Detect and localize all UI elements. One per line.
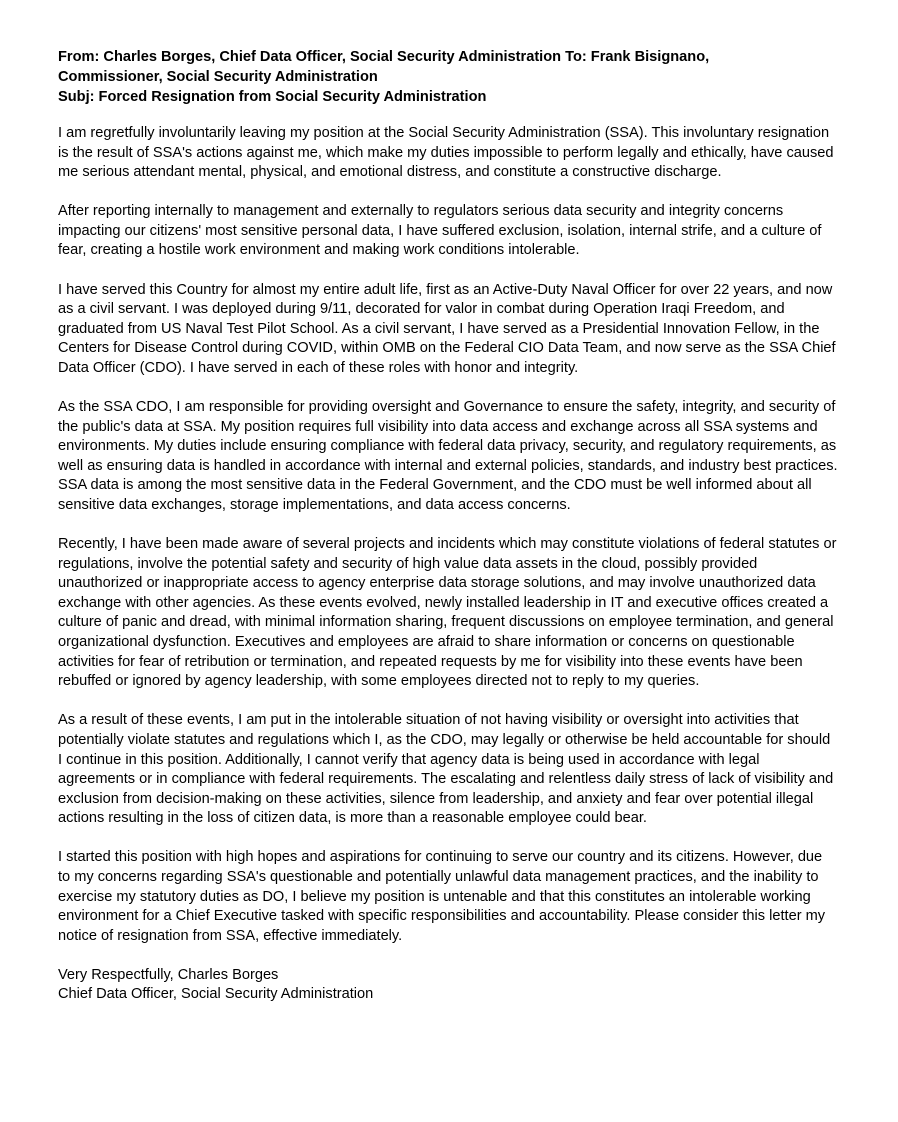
memo-header	[58, 47, 838, 107]
signature-title: Chief Data Officer, Social Security Administration	[58, 986, 374, 1003]
header-from-to-line: From: Charles Borges, Chief Data Officer, Social Security Administration To: Frank Bisignano,	[58, 49, 710, 65]
paragraph-cdo-responsibilities: As the SSA CDO, I am responsible for providing oversight and Governance to ensure the safety, integrity, and security of the public's data at SSA. My position requires full visibility into data access and exchange across all SSA systems and environments. My duties include ensuring compliance with federal data privacy, security, and regulatory requirements, as well as ensuring data is handled in accordance with internal and external policies, standards, and industry best practices. SSA data is among the most sensitive data in the Federal Government, and the CDO must be well informed about all sensitive data exchanges, storage implementations, and data access concerns.	[58, 399, 838, 513]
signature-closing: Very Respectfully, Charles Borges	[58, 966, 279, 983]
paragraph-hostile-environment: After reporting internally to management and externally to regulators serious data security and integrity concerns impacting our citizens' most sensitive personal data, I have suffered exclusion, isolation, internal strife, and a culture of fear, creating a hostile work environment and making work conditions intolerable.	[58, 203, 822, 259]
paragraph-notice-of-resignation: I started this position with high hopes and aspirations for continuing to serve our country and its citizens. However, due to my concerns regarding SSA's questionable and potentially unlawful data management practices, and the inability to exercise my statutory duties as DO, I believe my position is untenable and that this constitutes an intolerable working environment for a Chief Executive tasked with specific responsibilities and accountability. Please consider this letter my notice of resignation from SSA, effective immediately.	[58, 849, 826, 944]
header-subject-line: Subj: Forced Resignation from Social Security Administration	[58, 89, 487, 105]
letter-body	[58, 124, 838, 946]
paragraph-service-history: I have served this Country for almost my entire adult life, first as an Active-Duty Naval Officer for over 22 years, and now as a civil servant. I was deployed during 9/11, decorated for valor in combat during Operation Iraqi Freedom, and graduated from US Naval Test Pilot School. As a civil servant, I have served as a Presidential Innovation Fellow, in the Centers for Disease Control during COVID, within OMB on the Federal CIO Data Team, and now serve as the SSA Chief Data Officer (CDO). I have served in each of these roles with honor and integrity.	[58, 281, 836, 376]
signature-block	[58, 966, 838, 1005]
paragraph-intolerable-situation: As a result of these events, I am put in the intolerable situation of not having visibility or oversight into activities that potentially violate statutes and regulations which I, as the CDO, may legally or otherwise be held accountable for should I continue in this position. Additionally, I cannot verify that agency data is being used in accordance with legal agreements or in compliance with federal requirements. The escalating and relentless daily stress of lack of visibility and exclusion from decision-making on these activities, silence from leadership, and anxiety and fear over potential illegal actions resulting in the loss of citizen data, is more than a reasonable employee could bear.	[58, 712, 834, 827]
header-recipient-title-line: Commissioner, Social Security Administration	[58, 69, 378, 85]
paragraph-recent-incidents: Recently, I have been made aware of several projects and incidents which may constitute violations of federal statutes or regulations, involve the potential safety and security of high value data assets in the cloud, possibly provided unauthorized or inappropriate access to agency enterprise data storage solutions, and may involve unauthorized data exchange with other agencies. As these events evolved, newly installed leadership in IT and executive offices created a culture of panic and dread, with minimal information sharing, frequent discussions on employee termination, and general organizational dysfunction. Executives and employees are afraid to share information or concerns on questionable activities for fear of retribution or termination, and repeated requests by me for visibility into these events have been rebuffed or ignored by agency leadership, with some employees directed not to reply to my queries.	[58, 536, 837, 690]
paragraph-resignation-statement: I am regretfully involuntarily leaving my position at the Social Security Administration (SSA). This involuntary resignation is the result of SSA's actions against me, which make my duties impossible to perform legally and ethically, have caused me serious attendant mental, physical, and emotional distress, and constitute a constructive discharge.	[58, 125, 834, 181]
